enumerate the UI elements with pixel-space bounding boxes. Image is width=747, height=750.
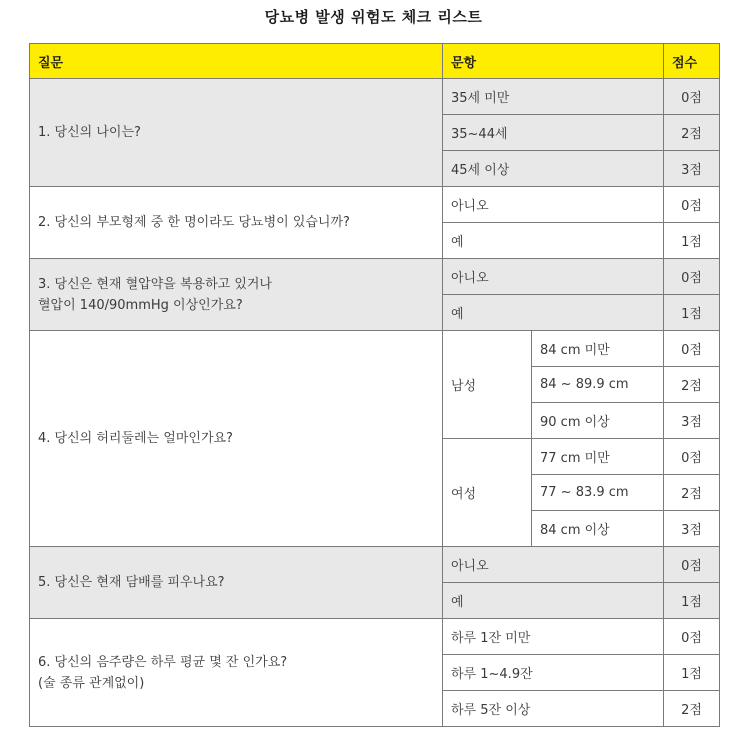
question-3-line-2: 혈압이 140/90mmHg 이상인가요? bbox=[38, 297, 243, 313]
option-score: 2점 bbox=[664, 367, 720, 403]
header-score: 점수 bbox=[664, 44, 720, 79]
option-score: 3점 bbox=[664, 151, 720, 187]
option-score: 0점 bbox=[664, 79, 720, 115]
option-score: 1점 bbox=[664, 295, 720, 331]
option-label: 예 bbox=[443, 583, 664, 619]
option-score: 3점 bbox=[664, 403, 720, 439]
table-row bbox=[30, 331, 720, 367]
gender-female: 여성 bbox=[443, 439, 532, 547]
option-score: 0점 bbox=[664, 187, 720, 223]
option-label: 84 ~ 89.9 cm bbox=[532, 367, 664, 403]
option-score: 0점 bbox=[664, 259, 720, 295]
option-label: 하루 1~4.9잔 bbox=[443, 655, 664, 691]
table-row bbox=[30, 547, 720, 583]
option-score: 2점 bbox=[664, 475, 720, 511]
option-label: 아니오 bbox=[443, 547, 664, 583]
header-row bbox=[30, 44, 720, 79]
gender-male: 남성 bbox=[443, 331, 532, 439]
question-5: 5. 당신은 현재 담배를 피우나요? bbox=[30, 547, 443, 619]
option-label: 35~44세 bbox=[443, 115, 664, 151]
option-score: 1점 bbox=[664, 223, 720, 259]
option-score: 2점 bbox=[664, 115, 720, 151]
option-label: 45세 이상 bbox=[443, 151, 664, 187]
option-label: 아니오 bbox=[443, 259, 664, 295]
option-score: 0점 bbox=[664, 331, 720, 367]
option-score: 2점 bbox=[664, 691, 720, 727]
option-label: 84 cm 미만 bbox=[532, 331, 664, 367]
question-2: 2. 당신의 부모형제 중 한 명이라도 당뇨병이 있습니까? bbox=[30, 187, 443, 259]
option-score: 1점 bbox=[664, 655, 720, 691]
option-label: 예 bbox=[443, 295, 664, 331]
question-6-line-1: 6. 당신의 음주량은 하루 평균 몇 잔 인가요? bbox=[38, 654, 288, 670]
option-score: 0점 bbox=[664, 619, 720, 655]
option-label: 예 bbox=[443, 223, 664, 259]
page-title: 당뇨병 발생 위험도 체크 리스트 bbox=[264, 8, 483, 26]
question-1: 1. 당신의 나이는? bbox=[30, 79, 443, 187]
option-score: 0점 bbox=[664, 547, 720, 583]
question-6 bbox=[30, 619, 443, 727]
option-label: 84 cm 이상 bbox=[532, 511, 664, 547]
question-3 bbox=[30, 259, 443, 331]
table-row bbox=[30, 187, 720, 223]
table-row bbox=[30, 619, 720, 655]
option-score: 1점 bbox=[664, 583, 720, 619]
question-3-line-1: 3. 당신은 현재 혈압약을 복용하고 있거나 bbox=[38, 276, 272, 292]
risk-checklist-table bbox=[29, 43, 720, 727]
option-score: 3점 bbox=[664, 511, 720, 547]
question-6-line-2: (술 종류 관계없이) bbox=[38, 675, 145, 691]
option-label: 35세 미만 bbox=[443, 79, 664, 115]
option-label: 아니오 bbox=[443, 187, 664, 223]
header-question: 질문 bbox=[30, 44, 443, 79]
header-item: 문항 bbox=[443, 44, 664, 79]
question-4: 4. 당신의 허리둘레는 얼마인가요? bbox=[30, 331, 443, 547]
option-label: 77 cm 미만 bbox=[532, 439, 664, 475]
option-label: 90 cm 이상 bbox=[532, 403, 664, 439]
option-label: 77 ~ 83.9 cm bbox=[532, 475, 664, 511]
option-label: 하루 5잔 이상 bbox=[443, 691, 664, 727]
option-label: 하루 1잔 미만 bbox=[443, 619, 664, 655]
option-score: 0점 bbox=[664, 439, 720, 475]
table-row bbox=[30, 259, 720, 295]
table-row bbox=[30, 79, 720, 115]
